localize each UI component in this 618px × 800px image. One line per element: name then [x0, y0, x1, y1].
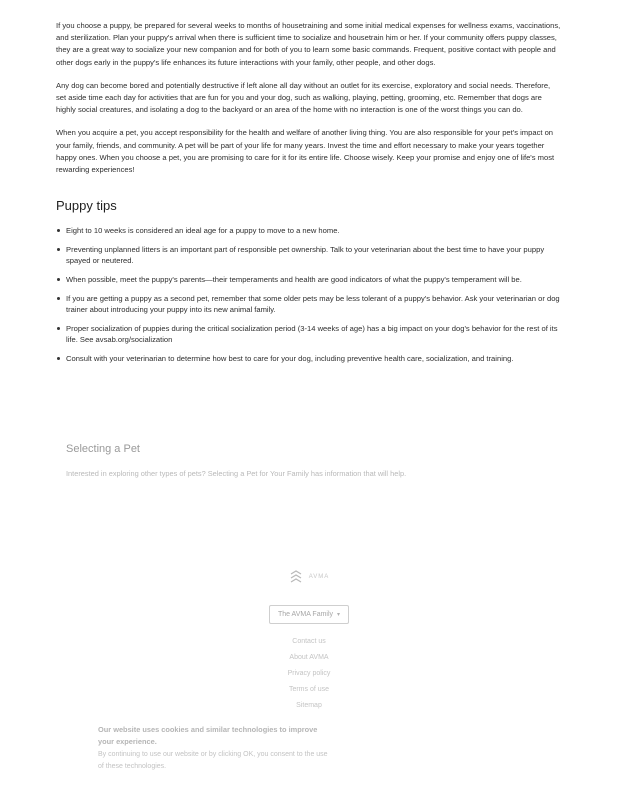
- cookie-text: By continuing to use our website or by clicking OK, you consent to the use of these technologies.: [98, 751, 328, 770]
- tip-text: Preventing unplanned litters is an important part of responsible pet ownership. Talk to your veterinarian about the best time to have your puppy spayed or neutered.: [66, 244, 545, 266]
- logo-text: AVMA: [308, 574, 330, 580]
- footer-link-about[interactable]: About AVMA: [289, 654, 329, 661]
- footer-link-sitemap[interactable]: Sitemap: [296, 702, 322, 709]
- bullet-icon: [57, 297, 60, 300]
- bullet-icon: [57, 229, 60, 232]
- tip-text: When possible, meet the puppy's parents—their temperaments and health are good indicators of what the puppy's temperament will be.: [66, 275, 522, 285]
- puppy-tips-heading: Puppy tips: [56, 198, 117, 214]
- tip-text: Proper socialization of puppies during the critical socialization period (3-14 weeks of age) has a big impact on your dog's behavior for the rest of its life. See avsab.org/socialization: [66, 323, 558, 345]
- chevron-down-icon: ▾: [337, 612, 341, 618]
- intro-paragraph: When you acquire a pet, you accept responsibility for the health and welfare of another living thing. You are also responsible for your pet's impact on your family, friends, and community. A pet will be part of your life for many years. Invest the time and effort necessary to make your years together happy ones. When you choose a pet, you are promising to care for it for its entire life. Choose wisely. Keep your promise and enjoy one of life's most rewarding experiences!: [56, 128, 555, 175]
- avma-family-dropdown[interactable]: [269, 605, 349, 624]
- selecting-pet-text: Interested in exploring other types of pets? Selecting a Pet for Your Family has information that will help.: [66, 469, 407, 478]
- puppy-tips-list: [56, 225, 562, 364]
- list-item: [56, 323, 562, 346]
- family-button-label: The AVMA Family: [277, 611, 334, 618]
- bullet-icon: [57, 248, 60, 251]
- avma-logo[interactable]: [289, 566, 330, 588]
- footer-links: [0, 634, 618, 714]
- article-content: [56, 20, 562, 372]
- list-item: [56, 353, 562, 365]
- footer-link-contact[interactable]: Contact us: [292, 638, 326, 645]
- footer-link-terms[interactable]: Terms of use: [288, 686, 330, 693]
- cookie-title: Our website uses cookies and similar technologies to improve your experience.: [98, 725, 318, 746]
- bullet-icon: [57, 278, 60, 281]
- bullet-icon: [57, 357, 60, 360]
- tip-text: Eight to 10 weeks is considered an ideal age for a puppy to move to a new home.: [66, 226, 340, 236]
- cookie-banner: [98, 724, 332, 772]
- footer-link-privacy[interactable]: Privacy policy: [287, 670, 331, 677]
- tip-text: Consult with your veterinarian to determine how best to care for your dog, including preventive health care, socialization, and training.: [66, 353, 514, 363]
- list-item: [56, 274, 562, 286]
- list-item: [56, 293, 562, 316]
- list-item: [56, 225, 562, 237]
- intro-paragraph: Any dog can become bored and potentially destructive if left alone all day without an outlet for its exercise, exploratory and social needs. Therefore, set aside time each day for activities that are fun for you and your dog, such as walking, playing, petting, grooming, etc. Remember that dogs are highly social creatures, and isolating a dog to the backyard or an area of the home with no interaction is one of the worst things you can do.: [56, 80, 551, 115]
- selecting-pet-title[interactable]: Selecting a Pet: [66, 443, 140, 455]
- bullet-icon: [57, 327, 60, 330]
- site-footer: [0, 566, 618, 714]
- intro-paragraph: If you choose a puppy, be prepared for several weeks to months of housetraining and some initial medical expenses for wellness exams, vaccinations, and sterilization. Plan your puppy's arrival when there is sufficient time to socialize and housetrain him or her. If your community offers puppy classes, they are a great way to socialize your new companion and for both of you to learn some basic commands. Frequent, positive contact with people and other dogs early in the puppy's life enhances its future interactions with your family, other people, and other dogs.: [56, 21, 561, 67]
- logo-mark-icon: [289, 570, 303, 584]
- tip-text: If you are getting a puppy as a second pet, remember that some older pets may be less tolerant of a puppy's behavior. Ask your veterinarian or dog trainer about introducing your puppy into its new animal family.: [66, 293, 560, 315]
- list-item: [56, 244, 562, 267]
- selecting-pet-card[interactable]: [66, 443, 546, 478]
